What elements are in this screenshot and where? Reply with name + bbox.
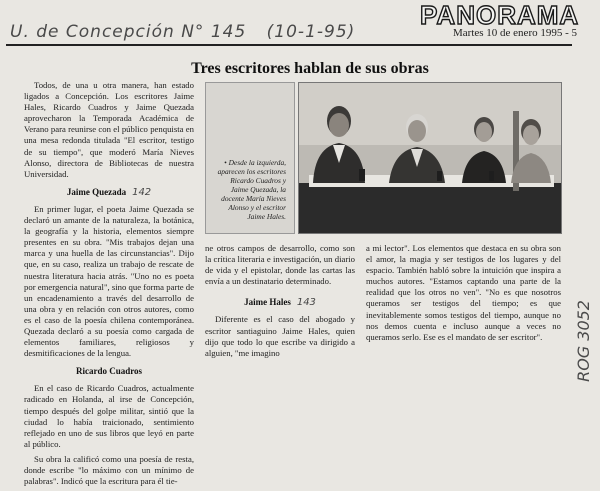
- subheading-hales: [205, 297, 355, 308]
- speakers-photo-image: [299, 83, 561, 233]
- subheading-quezada: [24, 187, 194, 198]
- hales-continuation: a mi lector". Los elementos que destaca en su obra son el amor, la magia y ser testigos de los lugares y del espacio. También habló sobre la intuición que inspira a muchos autores. "Estamos captando una parte de la realidad que los otros no ven". "No es que nosotros queramos ser testigos del tiempo; es que inevitablemente somos testigos del tiempo, aunque no nos demos cuenta e incluso aunque a veces no queramos serlo. Ese es el mandato de ser escritor".: [366, 243, 561, 342]
- handwritten-side-note: ROG 3052: [574, 300, 593, 382]
- speakers-photo: [298, 82, 562, 234]
- hales-paragraph: Diferente es el caso del abogado y escritor santiaguino Jaime Hales, quien dijo que todo lo que escribe va dirigido a alguien, "me imagino: [205, 314, 355, 358]
- handwritten-date: (10-1-95): [266, 22, 356, 42]
- article-headline: Tres escritores hablan de sus obras: [191, 60, 429, 77]
- middle-column: [205, 243, 355, 363]
- handwritten-note-142: 142: [132, 186, 152, 198]
- left-column: [24, 80, 194, 491]
- handwritten-source-note: [10, 22, 355, 42]
- dateline: Martes 10 de enero 1995 - 5: [453, 27, 578, 39]
- cuadros-continuation: ne otros campos de desarrollo, como son la crítica literaria e investigación, un diario de vida y el epistolar, donde las cartas las envía a un destinatario determinado.: [205, 243, 355, 287]
- handwritten-note-143: 143: [296, 297, 316, 309]
- right-column: [366, 243, 561, 347]
- article-intro: Todos, de una u otra manera, han estado ligados a Concepción. Los escritores Jaime Hales, Ricardo Cuadros y Jaime Quezada aprovecharon la Temporada Académica de Verano para reunirse con el público penquista en una mesa redonda titulada "El escritor, testigo de su tiempo", que moderó María Nieves Alonso, directora de Bibliotecas de nuestra Universidad.: [24, 80, 194, 179]
- handwritten-source: U. de Concepción N° 145: [10, 22, 247, 42]
- cuadros-paragraph-1: En el caso de Ricardo Cuadros, actualmente radicado en Holanda, al irse de Concepción, tiempo después del golpe militar, sintió que la ciudad lo había traicionado, sentimiento reflejado en uno de sus libros que leyó en parte al público.: [24, 383, 194, 449]
- cuadros-paragraph-2: Su obra la calificó como una poesía de resta, donde escribe "lo máximo con un mínimo de palabras". Indicó que la escritura para él tie-: [24, 453, 194, 487]
- masthead-rule: [6, 44, 572, 46]
- subheading-cuadros-text: Ricardo Cuadros: [75, 366, 143, 377]
- subheading-hales-text: Jaime Hales: [244, 297, 291, 308]
- photo-caption: • Desde la izquierda, aparecen los escritores Ricardo Cuadros y Jaime Quezada, la docente María Nieves Alonso y el escritor Jaime Hales.: [217, 158, 286, 221]
- section-masthead: PANORAMA: [420, 0, 580, 30]
- subheading-cuadros: [24, 366, 194, 377]
- subheading-quezada-text: Jaime Quezada: [66, 186, 127, 197]
- quezada-paragraph: En primer lugar, el poeta Jaime Quezada se declaró un amante de la naturaleza, la botánica, la geografía y la historia, elementos siempre presentes en su obra. "Mis trabajos dejan una marca y una huella de las circunstancias". Dijo que, en su caso, realiza un trabajo de rescate de nuestra literatura hacia atrás. "Uno no es poeta por emergencia natural", sino que forma parte de un encadenamiento a través del desarrollo de una obra y en relación con otros autores, como es el caso de la poesía chilena contemporánea. Quezada declaró a su poesía como cargada de elementos familiares, religiosos y desmitificaciones de la lengua.: [24, 203, 194, 359]
